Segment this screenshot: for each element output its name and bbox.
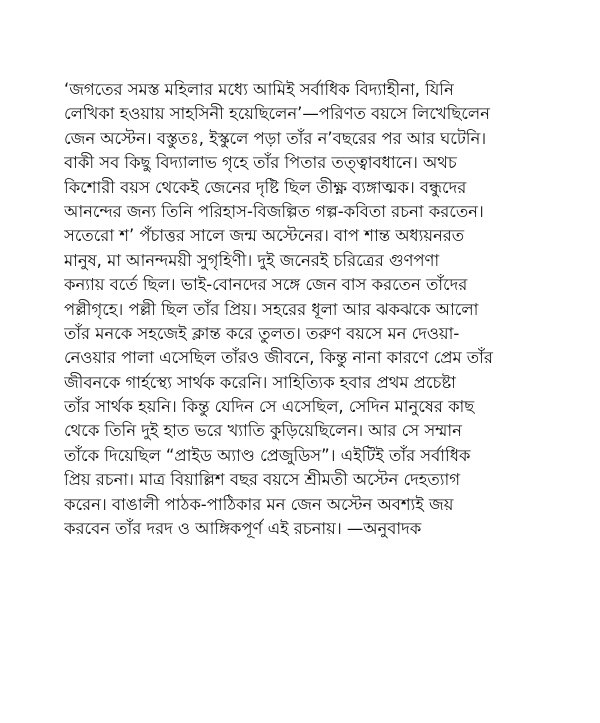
text-line: বাকী সব কিছু বিদ্যালাভ গৃহে তাঁর পিতার তত্ত্বাবধানে। অথচ	[64, 153, 457, 173]
text-line: প্রিয় রচনা। মাত্র বিয়াল্লিশ বছর বয়সে শ্রীমতী অস্টেন দেহত্যাগ	[64, 470, 460, 490]
text-line: থেকে তিনি দুই হাত ভরে খ্যাতি কুড়িয়েছিলেন। আর সে সম্মান	[64, 421, 462, 441]
text-line: ‘জগতের সমস্ত মহিলার মধ্যে আমিই সর্বাধিক বিদ্যাহীনা, যিনি	[64, 80, 454, 99]
text-line: তাঁর সার্থক হয়নি। কিন্তু যেদিন সে এসেছিল, সেদিন মানুষের কাছ	[64, 397, 475, 417]
text-line: জেন অস্টেন। বস্তুতঃ, ইস্কুলে পড়া তাঁর ন’বছরের পর আর ঘটেনি।	[64, 128, 487, 148]
text-line: করেন। বাঙালী পাঠক-পাঠিকার মন জেন অস্টেন অবশ্যই জয়	[64, 494, 454, 514]
text-line: আনন্দের জন্য তিনি পরিহাস-বিজল্পিত গল্প-কবিতা রচনা করতেন।	[64, 201, 484, 221]
text-line: লেখিকা হওয়ায় সাহসিনী হয়েছিলেন’—পরিণত বয়সে লিখেছিলেন	[64, 104, 490, 124]
text-line: করবেন তাঁর দরদ ও আঙ্গিকপূর্ণ এই রচনায়। —অনুবাদক	[64, 519, 422, 539]
text-line: জীবনকে গার্হস্থ্যে সার্থক করেনি। সাহিত্যিক হবার প্রথম প্রচেষ্টা	[64, 372, 456, 392]
text-line: তাঁকে দিয়েছিল “প্রাইড অ্যাণ্ড প্রেজুডিস”। এইটিই তাঁর সর্বাধিক	[64, 445, 471, 465]
text-line: মানুষ, মা আনন্দময়ী সুগৃহিণী। দুই জনেরই চরিত্রের গুণপণা	[64, 250, 440, 270]
text-line: নেওয়ার পালা এসেছিল তাঁরও জীবনে, কিন্তু নানা কারণে প্রেম তাঁর	[64, 348, 493, 368]
text-line: কন্যায় বর্তে ছিল। ভাই-বোনদের সঙ্গে জেন বাস করতেন তাঁদের	[64, 275, 468, 295]
text-line: সতেরো শ’ পঁচাত্তর সালে জন্ম অস্টেনের। বাপ শান্ত অধ্যয়নরত	[64, 226, 465, 246]
text-line: পল্লীগৃহে। পল্লী ছিল তাঁর প্রিয়। সহরের ধূলা আর ঝকঝকে আলো	[64, 299, 479, 319]
text-line: তাঁর মনকে সহজেই ক্লান্ত করে তুলত। তরুণ বয়সে মন দেওয়া-	[64, 323, 460, 343]
text-line: কিশোরী বয়স থেকেই জেনের দৃষ্টি ছিল তীক্ষ্ণ ব্যঙ্গাত্মক। বন্ধুদের	[64, 177, 467, 197]
translator-note-paragraph	[64, 78, 544, 541]
